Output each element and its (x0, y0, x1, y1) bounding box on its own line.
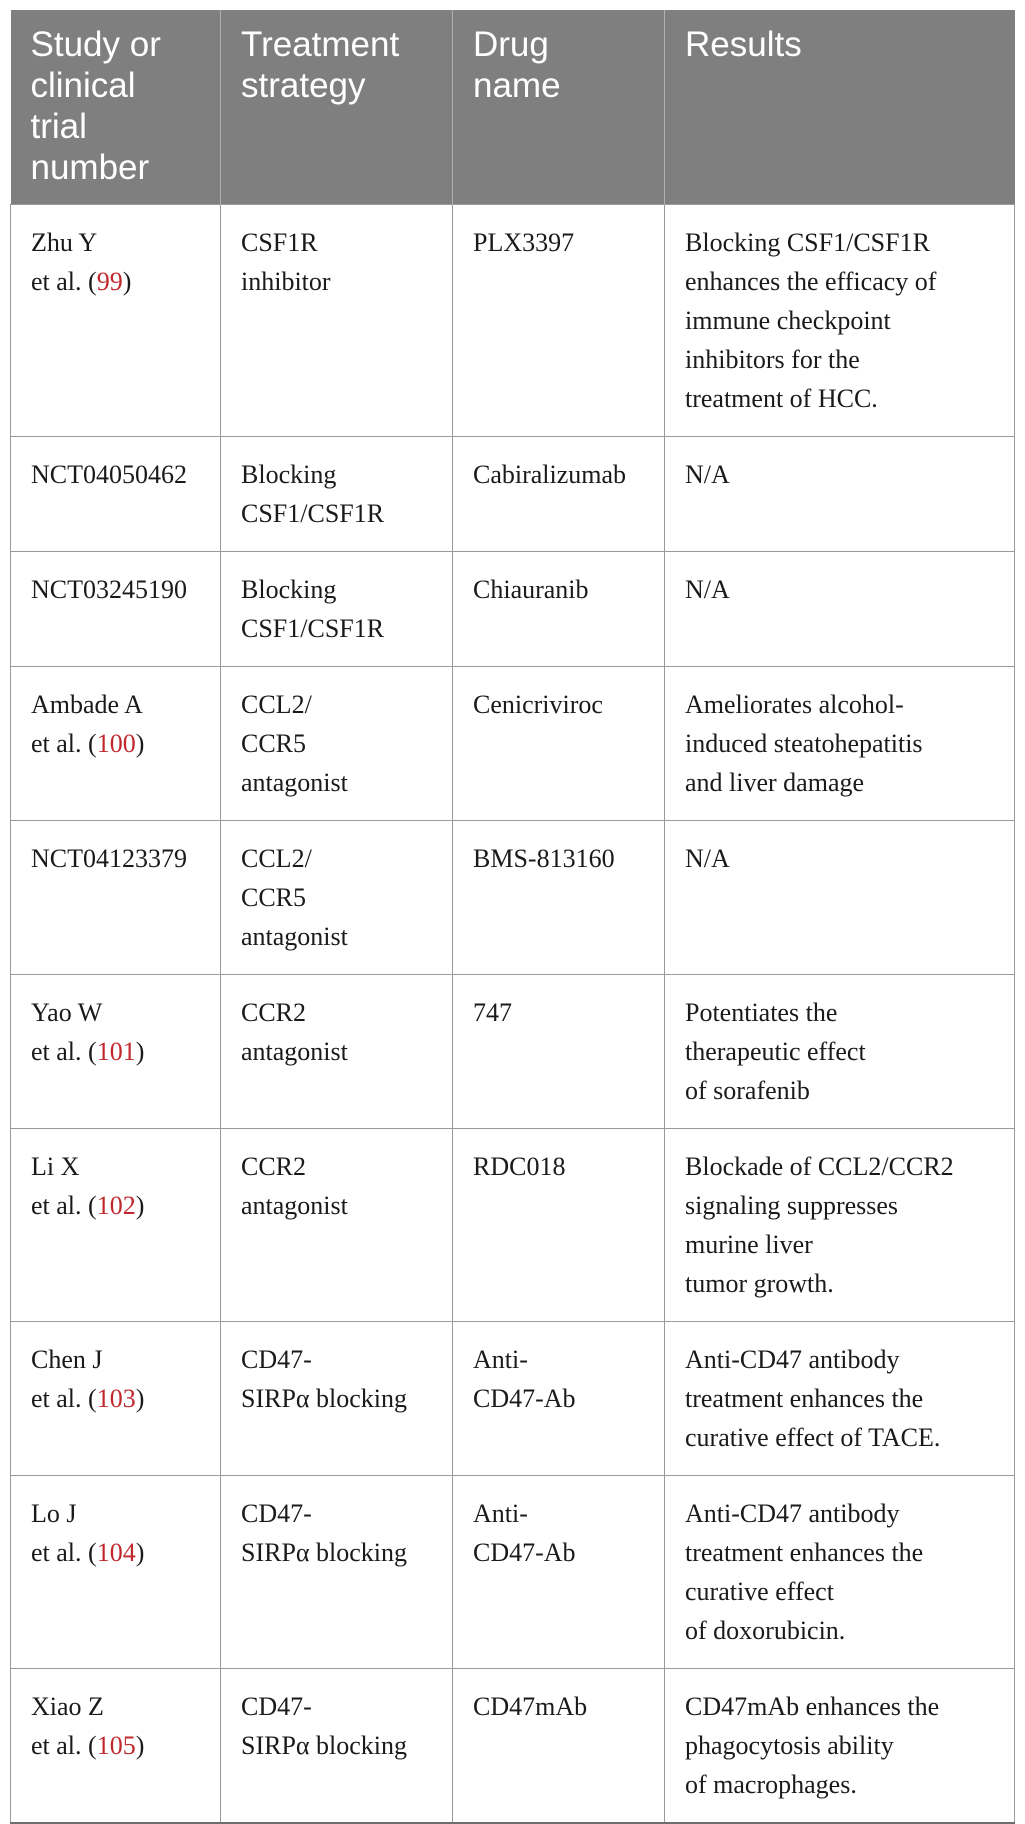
treatment-table-container (10, 10, 1014, 1824)
cell-study (11, 205, 221, 437)
header-text-line: trial (30, 107, 87, 146)
close-paren: ) (135, 1538, 145, 1567)
cell-drug-name (453, 1129, 665, 1322)
study-text: et al. ( (31, 729, 97, 758)
strategy-text: Blocking (241, 460, 337, 489)
cell-treatment-strategy (221, 821, 453, 975)
study-text: NCT04123379 (31, 844, 187, 873)
drug-text: RDC018 (473, 1152, 566, 1181)
strategy-text: CCL2/ (241, 844, 312, 873)
treatment-table (10, 10, 1015, 1824)
cell-treatment-strategy (221, 1129, 453, 1322)
strategy-text: SIRPα blocking (241, 1384, 408, 1413)
cell-results (665, 437, 1015, 552)
study-citation-line (31, 1533, 208, 1572)
drug-text: BMS-813160 (473, 844, 615, 873)
drug-text: Cenicriviroc (473, 690, 603, 719)
cell-results (665, 821, 1015, 975)
cell-results (665, 1129, 1015, 1322)
cell-results (665, 1476, 1015, 1669)
table-row (11, 205, 1015, 437)
close-paren: ) (135, 1037, 145, 1066)
results-text: inhibitors for the (685, 345, 860, 374)
results-text: Blockade of CCL2/CCR2 (685, 1152, 954, 1181)
cell-treatment-strategy (221, 1669, 453, 1824)
cell-results (665, 205, 1015, 437)
results-text: N/A (685, 575, 730, 604)
results-text: phagocytosis ability (685, 1731, 894, 1760)
study-text: NCT04050462 (31, 460, 187, 489)
strategy-text: antagonist (241, 1191, 348, 1220)
results-text: Blocking CSF1/CSF1R (685, 228, 930, 257)
strategy-text: CCR5 (241, 883, 307, 912)
cell-drug-name (453, 821, 665, 975)
header-text-line: Study or (30, 25, 161, 64)
strategy-text: antagonist (241, 1037, 348, 1066)
study-text: Lo J (31, 1499, 77, 1528)
cell-study (11, 1129, 221, 1322)
study-citation-line (31, 1032, 208, 1071)
header-results (665, 10, 1015, 205)
study-citation-line (31, 1379, 208, 1418)
reference-link[interactable]: 104 (96, 1538, 136, 1567)
study-text: et al. ( (31, 1384, 97, 1413)
study-text: Yao W (31, 998, 103, 1027)
cell-treatment-strategy (221, 552, 453, 667)
cell-results (665, 1322, 1015, 1476)
drug-text: Anti- (473, 1345, 528, 1374)
reference-link[interactable]: 105 (96, 1731, 136, 1760)
results-text: CD47mAb enhances the (685, 1692, 940, 1721)
header-treatment-strategy (221, 10, 453, 205)
strategy-text: SIRPα blocking (241, 1731, 408, 1760)
results-text: of doxorubicin. (685, 1616, 846, 1645)
cell-drug-name (453, 552, 665, 667)
study-text: et al. ( (31, 1037, 97, 1066)
study-citation-line (31, 1186, 208, 1225)
cell-treatment-strategy (221, 205, 453, 437)
cell-drug-name (453, 205, 665, 437)
cell-treatment-strategy (221, 1476, 453, 1669)
study-text: Li X (31, 1152, 80, 1181)
results-text: treatment of HCC. (685, 384, 878, 413)
results-text: N/A (685, 460, 730, 489)
results-text: N/A (685, 844, 730, 873)
header-text-line: name (473, 66, 561, 105)
header-drug-name (453, 10, 665, 205)
cell-study (11, 1476, 221, 1669)
study-citation-line (31, 262, 208, 301)
results-text: enhances the efficacy of (685, 267, 937, 296)
cell-study (11, 1322, 221, 1476)
drug-text: Cabiralizumab (473, 460, 627, 489)
study-text: et al. ( (31, 267, 97, 296)
cell-study (11, 437, 221, 552)
study-text: Xiao Z (31, 1692, 104, 1721)
cell-drug-name (453, 667, 665, 821)
results-text: Anti-CD47 antibody (685, 1345, 900, 1374)
cell-results (665, 1669, 1015, 1824)
header-text-line: Treatment (241, 25, 400, 64)
drug-text: CD47-Ab (473, 1384, 576, 1413)
cell-drug-name (453, 1322, 665, 1476)
table-row (11, 437, 1015, 552)
results-text: of sorafenib (685, 1076, 810, 1105)
drug-text: PLX3397 (473, 228, 575, 257)
results-text: curative effect of TACE. (685, 1423, 941, 1452)
drug-text: 747 (473, 998, 512, 1027)
drug-text: Chiauranib (473, 575, 589, 604)
study-text: et al. ( (31, 1731, 97, 1760)
cell-study (11, 821, 221, 975)
header-study (11, 10, 221, 205)
results-text: of macrophages. (685, 1770, 857, 1799)
drug-text: CD47-Ab (473, 1538, 576, 1567)
strategy-text: CCL2/ (241, 690, 312, 719)
results-text: Anti-CD47 antibody (685, 1499, 900, 1528)
strategy-text: SIRPα blocking (241, 1538, 408, 1567)
close-paren: ) (135, 729, 145, 758)
reference-link[interactable]: 101 (96, 1037, 136, 1066)
table-row (11, 1129, 1015, 1322)
reference-link[interactable]: 99 (96, 267, 123, 296)
header-text-line: strategy (241, 66, 366, 105)
close-paren: ) (135, 1384, 145, 1413)
strategy-text: CD47- (241, 1345, 312, 1374)
strategy-text: CSF1/CSF1R (241, 614, 385, 643)
results-text: curative effect (685, 1577, 834, 1606)
strategy-text: antagonist (241, 922, 348, 951)
results-text: immune checkpoint (685, 306, 891, 335)
cell-treatment-strategy (221, 437, 453, 552)
results-text: therapeutic effect (685, 1037, 866, 1066)
close-paren: ) (122, 267, 132, 296)
header-text-line: Results (685, 25, 802, 64)
cell-study (11, 975, 221, 1129)
cell-drug-name (453, 437, 665, 552)
study-text: et al. ( (31, 1538, 97, 1567)
table-row (11, 1476, 1015, 1669)
reference-link[interactable]: 102 (96, 1191, 136, 1220)
strategy-text: CD47- (241, 1692, 312, 1721)
cell-treatment-strategy (221, 975, 453, 1129)
reference-link[interactable]: 100 (96, 729, 136, 758)
study-citation-line (31, 1726, 208, 1765)
strategy-text: CD47- (241, 1499, 312, 1528)
strategy-text: antagonist (241, 768, 348, 797)
strategy-text: CCR2 (241, 1152, 307, 1181)
results-text: and liver damage (685, 768, 865, 797)
table-row (11, 1322, 1015, 1476)
study-text: et al. ( (31, 1191, 97, 1220)
study-text: Ambade A (31, 690, 143, 719)
header-text-line: number (30, 148, 150, 187)
strategy-text: inhibitor (241, 267, 331, 296)
results-text: treatment enhances the (685, 1538, 924, 1567)
table-row (11, 552, 1015, 667)
study-text: Chen J (31, 1345, 103, 1374)
results-text: signaling suppresses (685, 1191, 899, 1220)
strategy-text: CSF1/CSF1R (241, 499, 385, 528)
reference-link[interactable]: 103 (96, 1384, 136, 1413)
header-text-line: Drug (473, 25, 549, 64)
results-text: treatment enhances the (685, 1384, 924, 1413)
study-citation-line (31, 724, 208, 763)
table-body (11, 205, 1015, 1824)
cell-results (665, 552, 1015, 667)
drug-text: Anti- (473, 1499, 528, 1528)
results-text: induced steatohepatitis (685, 729, 923, 758)
cell-drug-name (453, 1669, 665, 1824)
cell-results (665, 667, 1015, 821)
table-header (11, 10, 1015, 205)
cell-drug-name (453, 1476, 665, 1669)
cell-results (665, 975, 1015, 1129)
cell-study (11, 667, 221, 821)
close-paren: ) (135, 1191, 145, 1220)
table-row (11, 1669, 1015, 1824)
cell-study (11, 552, 221, 667)
study-text: Zhu Y (31, 228, 98, 257)
cell-treatment-strategy (221, 1322, 453, 1476)
table-row (11, 975, 1015, 1129)
table-row (11, 667, 1015, 821)
table-row (11, 821, 1015, 975)
cell-study (11, 1669, 221, 1824)
strategy-text: CSF1R (241, 228, 318, 257)
cell-drug-name (453, 975, 665, 1129)
results-text: Potentiates the (685, 998, 838, 1027)
drug-text: CD47mAb (473, 1692, 588, 1721)
header-text-line: clinical (30, 66, 136, 105)
results-text: Ameliorates alcohol- (685, 690, 904, 719)
header-row (11, 10, 1015, 205)
strategy-text: Blocking (241, 575, 337, 604)
strategy-text: CCR2 (241, 998, 307, 1027)
cell-treatment-strategy (221, 667, 453, 821)
close-paren: ) (135, 1731, 145, 1760)
strategy-text: CCR5 (241, 729, 307, 758)
study-text: NCT03245190 (31, 575, 187, 604)
results-text: murine liver (685, 1230, 813, 1259)
results-text: tumor growth. (685, 1269, 834, 1298)
